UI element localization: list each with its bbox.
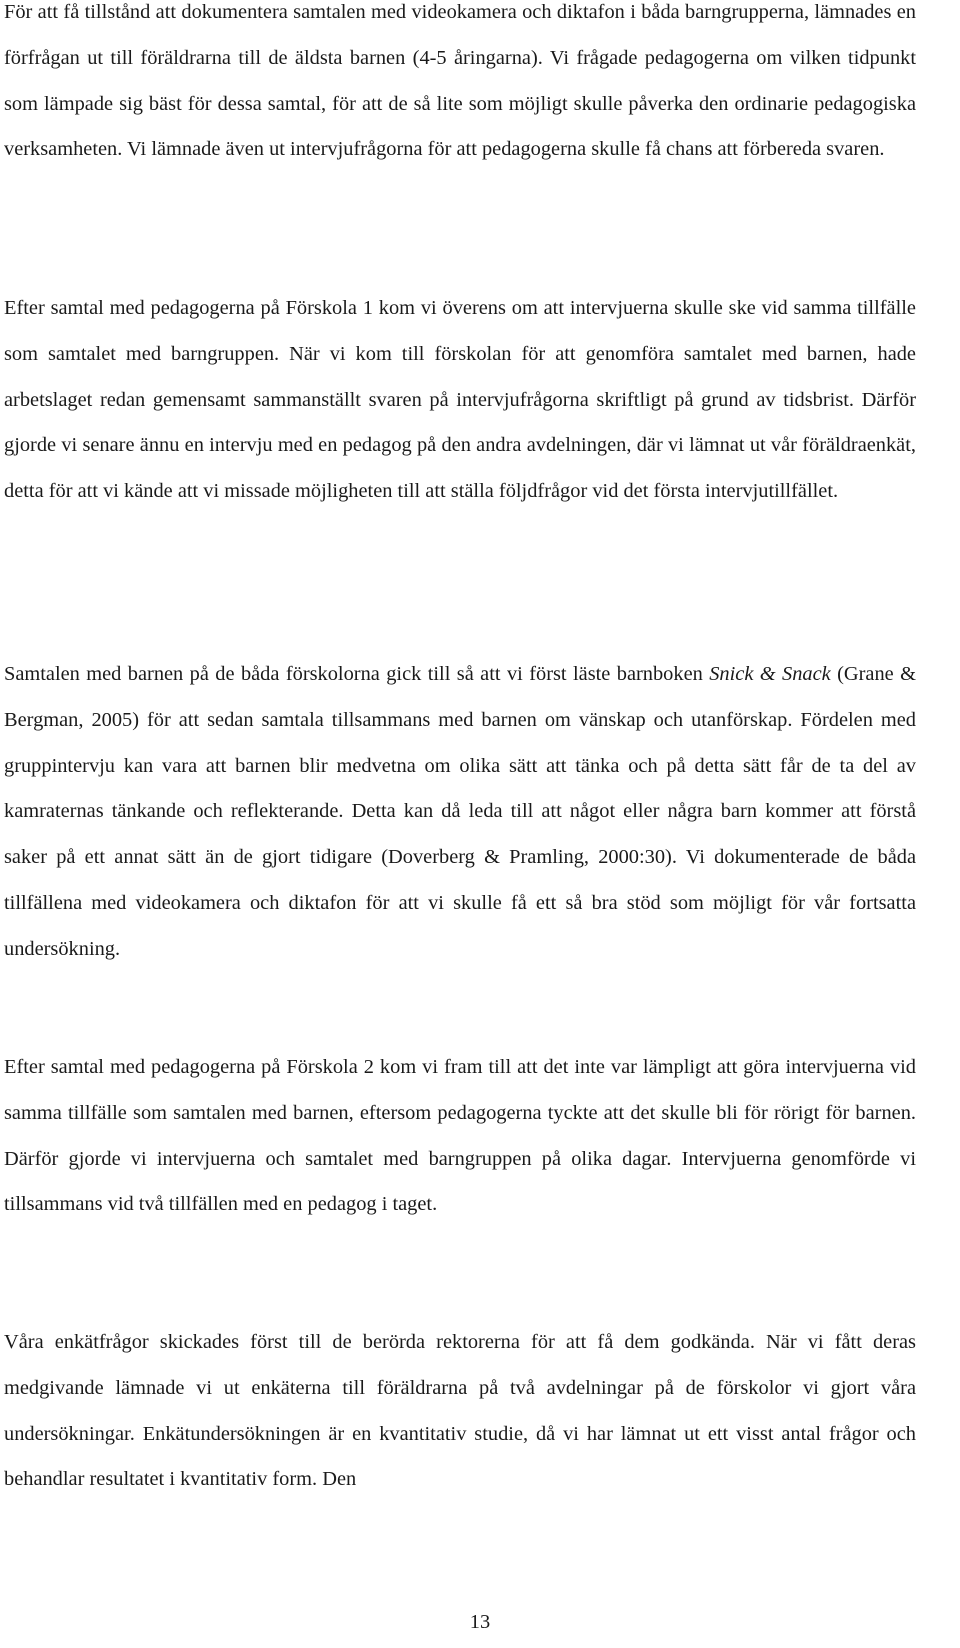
- book-title: Snick & Snack: [709, 663, 831, 685]
- paragraph-3-before: Samtalen med barnen på de båda förskolorna gick till så att vi först läste barnboken: [4, 663, 703, 685]
- page-number: 13: [469, 1611, 491, 1633]
- paragraph-4: Efter samtal med pedagogerna på Förskola 2 kom vi fram till att det inte var lämpligt att göra intervjuerna vid samma tillfälle som samtalen med barnen, eftersom pedagogerna tyckte att det skulle bli för rörigt för barnen. Därför gjorde vi intervjuerna och samtalet med barngruppen på olika dagar. Intervjuerna genomförde vi tillsammans vid två tillfällen med en pedagog i taget.: [4, 1056, 916, 1216]
- paragraph-2: Efter samtal med pedagogerna på Förskola 1 kom vi överens om att intervjuerna skulle ske vid samma tillfälle som samtalet med barngruppen. När vi kom till förskolan för att genomföra samtalet med barnen, hade arbetslaget redan gemensamt sammanställt svaren på intervjufrågorna skriftligt på grund av tidsbrist. Därför gjorde vi senare ännu en intervju med en pedagog på den andra avdelningen, där vi lämnat ut vår föräldraenkät, detta för att vi kände att vi missade möjligheten till att ställa följdfrågor vid det första intervjutillfället.: [4, 297, 916, 503]
- paragraph-5: Våra enkätfrågor skickades först till de berörda rektorerna för att få dem godkända. När vi fått deras medgivande lämnade vi ut enkäterna till föräldrarna på två avdelningar på de förskolor vi gjort våra undersökningar. Enkätundersökningen är en kvantitativ studie, då vi har lämnat ut ett visst antal frågor och behandlar resultatet i kvantitativ form. Den: [4, 1331, 916, 1491]
- paragraph-3-after: (Grane & Bergman, 2005) för att sedan samtala tillsammans med barnen om vänskap och utanförskap. Fördelen med gruppintervju kan vara att barnen blir medvetna om olika sätt att tänka och på detta sätt får de ta del av kamraternas tänkande och reflekterande. Detta kan då leda till att något eller några barn kommer att förstå saker på ett annat sätt än de gjort tidigare (Doverberg & Pramling, 2000:30). Vi dokumenterade de båda tillfällena med videokamera och diktafon för att vi skulle få ett så bra stöd som möjligt för vår fortsatta undersökning.: [4, 663, 916, 960]
- paragraph-1: För att få tillstånd att dokumentera samtalen med videokamera och diktafon i båda barngrupperna, lämnades en förfrågan ut till föräldrarna till de äldsta barnen (4-5 åringarna). Vi frågade pedagogerna om vilken tidpunkt som lämpade sig bäst för dessa samtal, för att de så lite som möjligt skulle påverka den ordinarie pedagogiska verksamheten. Vi lämnade även ut intervjufrågorna för att pedagogerna skulle få chans att förbereda svaren.: [4, 1, 916, 161]
- paragraph-3: [4, 652, 916, 973]
